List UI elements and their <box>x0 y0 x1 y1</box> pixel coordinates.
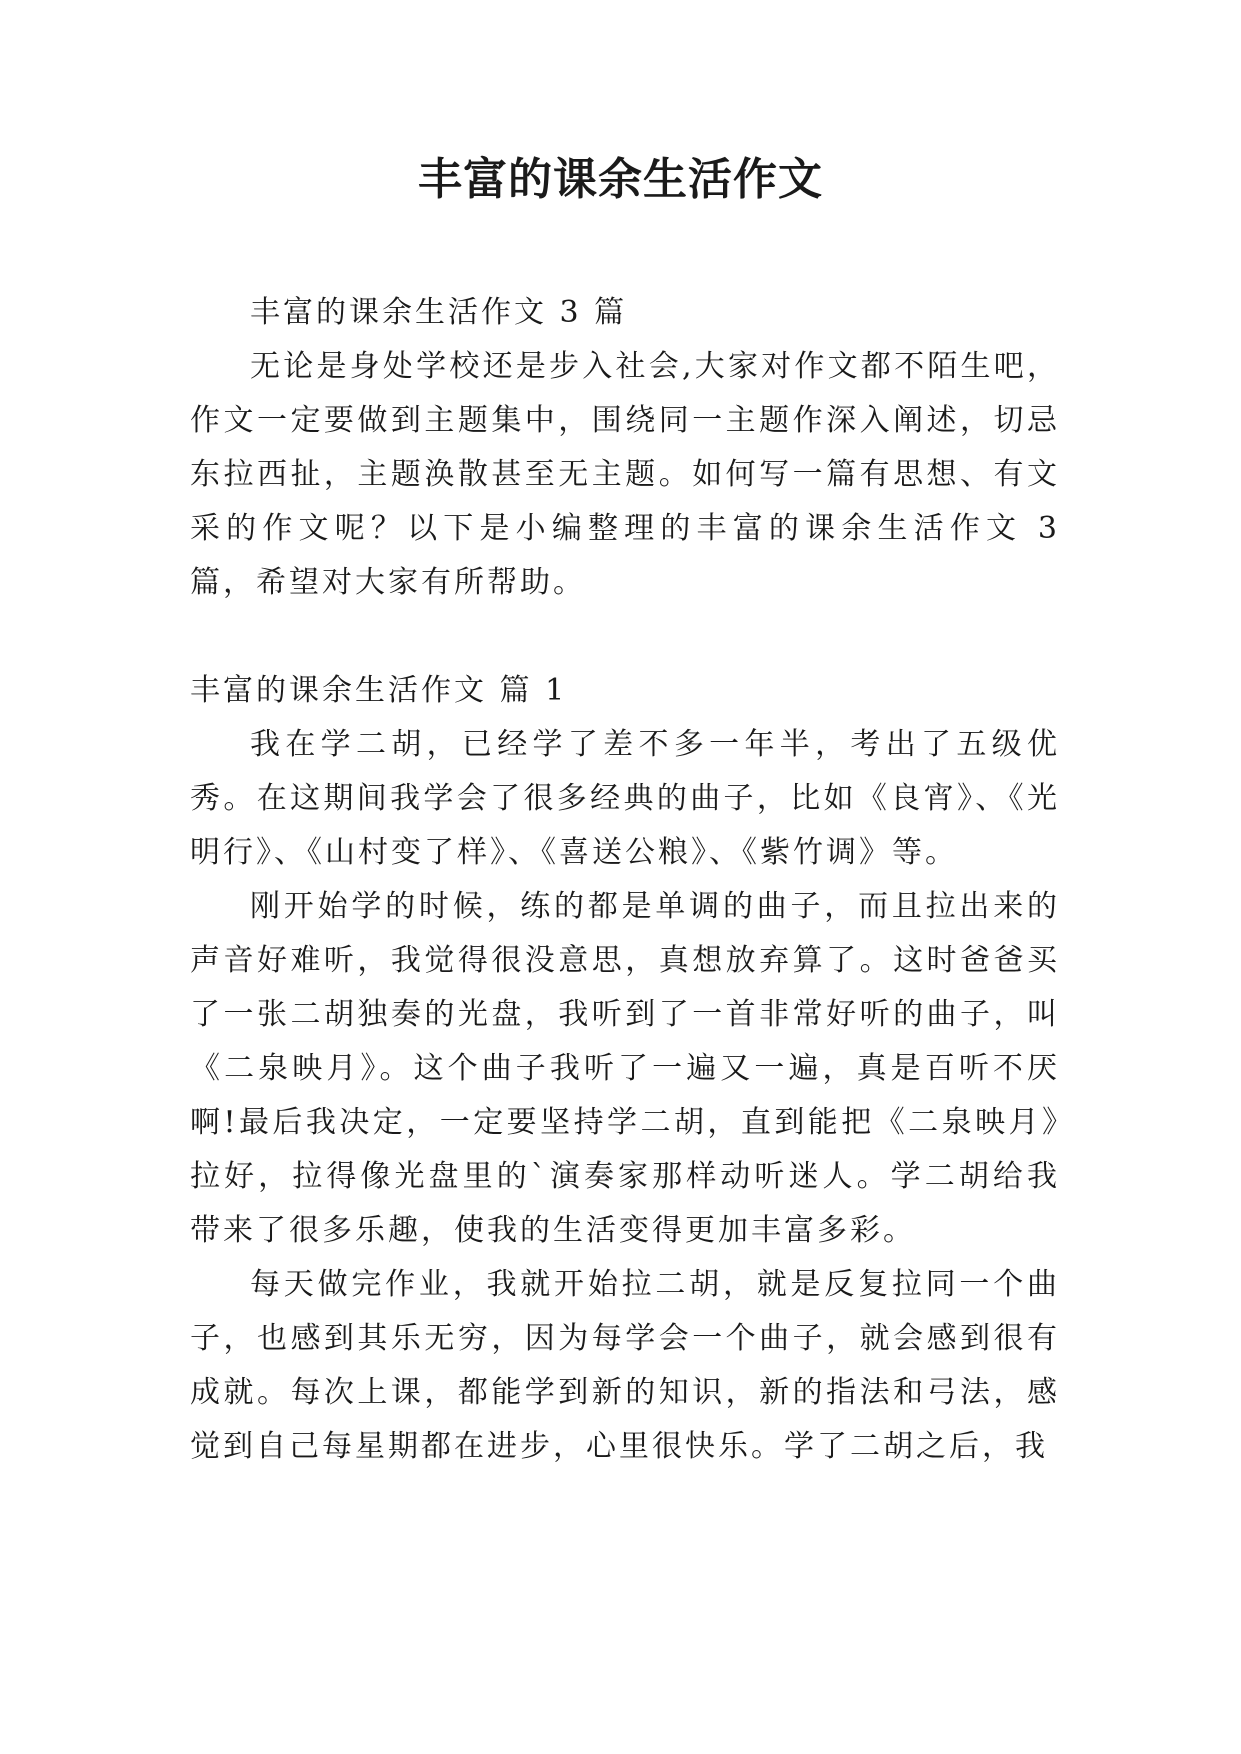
document-subtitle: 丰富的课余生活作文 3 篇 <box>250 295 628 330</box>
document-body <box>190 286 1060 1474</box>
body-paragraph: 每天做完作业，我就开始拉二胡，就是反复拉同一个曲子，也感到其乐无穷，因为每学会一个曲子，就会感到很有成就。每次上课，都能学到新的知识，新的指法和弓法，感觉到自己每星期都在进步，心里很快乐。学了二胡之后，我 <box>190 1267 1060 1464</box>
document-title: 丰富的课余生活作文 <box>418 154 823 205</box>
body-paragraph: 刚开始学的时候，练的都是单调的曲子，而且拉出来的声音好难听，我觉得很没意思，真想放弃算了。这时爸爸买了一张二胡独奏的光盘，我听到了一首非常好听的曲子，叫《二泉映月》。这个曲子我听了一遍又一遍，真是百听不厌啊!最后我决定，一定要坚持学二胡，直到能把《二泉映月》拉好，拉得像光盘里的`演奏家那样动听迷人。学二胡给我带来了很多乐趣，使我的生活变得更加丰富多彩。 <box>190 889 1060 1248</box>
intro-paragraph: 无论是身处学校还是步入社会,大家对作文都不陌生吧，作文一定要做到主题集中，围绕同一主题作深入阐述，切忌东拉西扯，主题涣散甚至无主题。如何写一篇有思想、有文采的作文呢？以下是小编整理的丰富的课余生活作文 3 篇，希望对大家有所帮助。 <box>190 349 1060 600</box>
body-paragraph: 我在学二胡，已经学了差不多一年半，考出了五级优秀。在这期间我学会了很多经典的曲子，比如《良宵》、《光明行》、《山村变了样》、《喜送公粮》、《紫竹调》等。 <box>190 727 1060 870</box>
section-spacer <box>190 610 1060 664</box>
section-heading: 丰富的课余生活作文 篇 1 <box>190 673 568 708</box>
